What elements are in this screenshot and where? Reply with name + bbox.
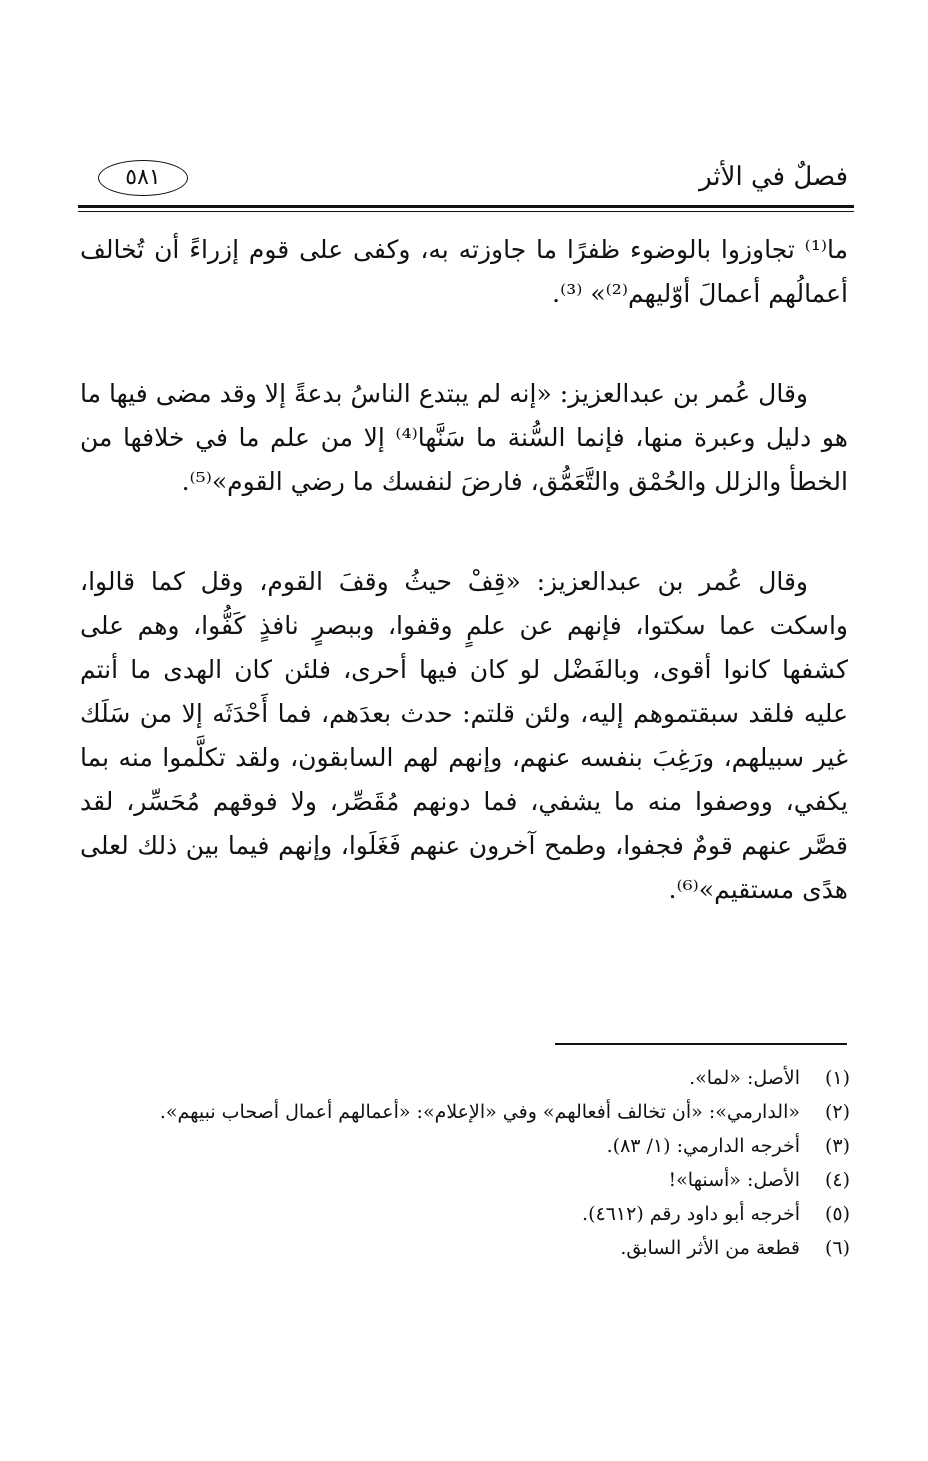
footnote-number: (٥) bbox=[824, 1203, 850, 1225]
footnote-number: (٢) bbox=[824, 1101, 850, 1123]
footnote-4 bbox=[80, 1164, 850, 1196]
page-header bbox=[78, 158, 854, 198]
footnotes bbox=[80, 1062, 850, 1266]
header-rule-thick bbox=[78, 205, 854, 208]
footnote-text: «الدارمي»: «أن تخالف أفعالهم» وفي «الإعلام»: «أعمالهم أعمال أصحاب نبيهم». bbox=[159, 1101, 800, 1123]
paragraph-gap bbox=[80, 316, 848, 372]
main-text bbox=[80, 228, 848, 912]
header-rule-thin bbox=[78, 211, 854, 212]
running-title: فصلٌ في الأثر bbox=[699, 162, 848, 192]
page-number: ٥٨١ bbox=[98, 160, 188, 196]
footnote-number: (٤) bbox=[824, 1169, 850, 1191]
paragraph-gap bbox=[80, 504, 848, 560]
footnote-text: الأصل: «لما». bbox=[689, 1067, 800, 1089]
footnote-text: الأصل: «أسنها»! bbox=[668, 1169, 800, 1191]
footnote-6 bbox=[80, 1232, 850, 1264]
footnote-separator bbox=[555, 1043, 847, 1045]
footnote-2 bbox=[80, 1096, 850, 1128]
footnote-1 bbox=[80, 1062, 850, 1094]
footnote-5 bbox=[80, 1198, 850, 1230]
paragraph-2: وقال عُمر بن عبدالعزيز: «إنه لم يبتدع الناسُ بدعةً إلا وقد مضى فيها ما هو دليل وعبرة منها، فإنما السُّنة ما سَنَّها⁽⁴⁾ إلا من علم ما في خلافها من الخطأ والزلل والحُمْق والتَّعَمُّق، فارضَ لنفسك ما رضي القوم»⁽⁵⁾. bbox=[80, 379, 848, 496]
footnote-text: أخرجه الدارمي: (١/ ٨٣). bbox=[606, 1135, 800, 1157]
footnote-number: (٣) bbox=[824, 1135, 850, 1157]
footnote-text: أخرجه أبو داود رقم (٤٦١٢). bbox=[582, 1203, 800, 1225]
paragraph-3: وقال عُمر بن عبدالعزيز: «قِفْ حيثُ وقفَ القوم، وقل كما قالوا، واسكت عما سكتوا، فإنهم عن علمٍ وقفوا، وببصرٍ نافذٍ كَفُّوا، وهم على كشفها كانوا أقوى، وبالفَضْل لو كان فيها أحرى، فلئن كان الهدى ما أنتم عليه فلقد سبقتموهم إليه، ولئن قلتم: حدث بعدَهم، فما أَحْدَثَه إلا من سَلَك غير سبيلهم، ورَغِبَ بنفسه عنهم، وإنهم لهم السابقون، ولقد تكلَّموا منه بما يكفي، ووصفوا منه ما يشفي، فما دونهم مُقَصِّر، ولا فوقهم مُحَسِّر، لقد قصَّر عنهم قومٌ فجفوا، وطمح آخرون عنهم فَغَلَوا، وإنهم فيما بين ذلك لعلى هدًى مستقيم»⁽⁶⁾. bbox=[80, 567, 848, 904]
footnote-3 bbox=[80, 1130, 850, 1162]
footnote-text: قطعة من الأثر السابق. bbox=[620, 1237, 800, 1259]
footnote-number: (١) bbox=[824, 1067, 850, 1089]
footnote-number: (٦) bbox=[824, 1237, 850, 1259]
paragraph-1: ما⁽¹⁾ تجاوزوا بالوضوء ظفرًا ما جاوزته به، وكفى على قوم إزراءً أن تُخالف أعمالُهم أعمالَ أوّليهم⁽²⁾» ⁽³⁾. bbox=[80, 235, 848, 308]
